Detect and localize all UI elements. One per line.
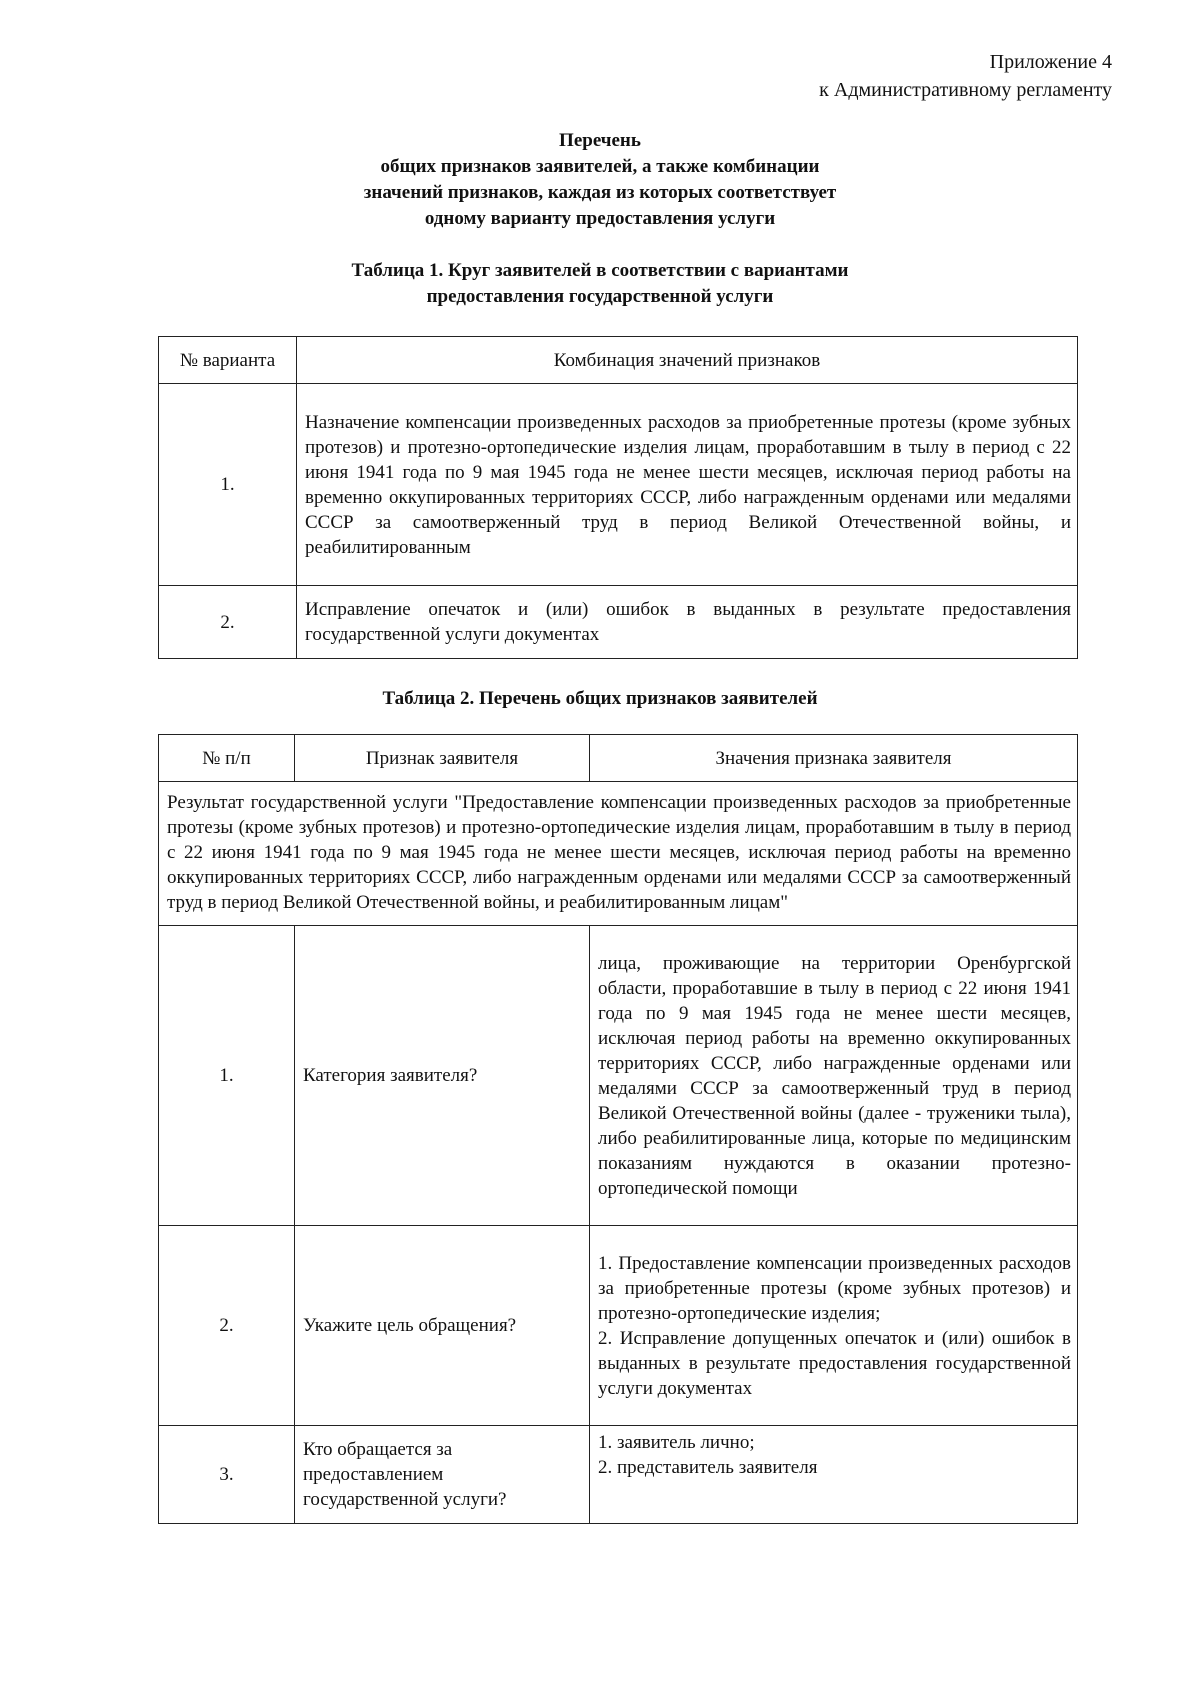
row-number: 1. [159, 926, 295, 1226]
attribute-value-option: 2. Исправление допущенных опечаток и (или) ошибок в выданных в результате предоставления государственной услуги документах [598, 1327, 1071, 1399]
table-header-row [159, 735, 1078, 782]
table1-caption-line-1: Таблица 1. Круг заявителей в соответствии с вариантами [351, 260, 849, 281]
attribute-value-option: 2. представитель заявителя [598, 1457, 818, 1478]
header-variant-number: № варианта [159, 337, 297, 384]
appendix-line-2: к Административному регламенту [819, 79, 1112, 101]
row-number: 3. [159, 1426, 295, 1524]
table-header-row [159, 337, 1078, 384]
table-row [159, 586, 1078, 659]
result-row [159, 782, 1078, 926]
attributes-table [158, 734, 1078, 1524]
table1-caption [150, 258, 1050, 310]
header-combination: Комбинация значений признаков [297, 337, 1078, 384]
header-number: № п/п [159, 735, 295, 782]
attribute-values [590, 1426, 1078, 1524]
title-line-2: общих признаков заявителей, а также комбинации [380, 156, 820, 177]
attribute-name: Категория заявителя? [295, 926, 590, 1226]
header-attribute-values: Значения признака заявителя [590, 735, 1078, 782]
title-line-3: значений признаков, каждая из которых соответствует [363, 182, 837, 203]
appendix-line-1: Приложение 4 [989, 51, 1112, 73]
variants-table [158, 336, 1078, 659]
attribute-value-option: 1. заявитель лично; [598, 1432, 755, 1453]
appendix-note [819, 48, 1112, 104]
variant-number: 1. [159, 384, 297, 586]
table-row [159, 384, 1078, 586]
attribute-name: Укажите цель обращения? [295, 1226, 590, 1426]
table-row [159, 1226, 1078, 1426]
table-row [159, 1426, 1078, 1524]
document-title [150, 128, 1050, 232]
row-number: 2. [159, 1226, 295, 1426]
table2-caption [150, 686, 1050, 712]
attribute-name: Кто обращается за предоставлением государственной услуги? [295, 1426, 590, 1524]
header-attribute: Признак заявителя [295, 735, 590, 782]
attribute-values [590, 1226, 1078, 1426]
attribute-values: лица, проживающие на территории Оренбургской области, проработавшие в тылу в период с 22 июня 1941 года по 9 мая 1945 года не менее шести месяцев, исключая период работы на временно оккупированных территориях СССР, либо награжденные орденами или медалями СССР за самоотверженный труд в период Великой Отечественной войны (далее - труженики тыла), либо реабилитированные лица, которые по медицинским показаниям нуждаются в оказании протезно-ортопедической помощи [590, 926, 1078, 1226]
table1-caption-line-2: предоставления государственной услуги [426, 286, 774, 307]
variant-description: Исправление опечаток и (или) ошибок в выданных в результате предоставления государственной услуги документах [297, 586, 1078, 659]
title-line-1: Перечень [559, 130, 641, 151]
variant-number: 2. [159, 586, 297, 659]
title-line-4: одному варианту предоставления услуги [424, 208, 776, 229]
attribute-value-option: 1. Предоставление компенсации произведенных расходов за приобретенные протезы (кроме зубных протезов) и протезно-ортопедические изделия; [598, 1252, 1071, 1324]
variant-description: Назначение компенсации произведенных расходов за приобретенные протезы (кроме зубных протезов) и протезно-ортопедические изделия лицам, проработавшим в тылу в период с 22 июня 1941 года по 9 мая 1945 года не менее шести месяцев, исключая период работы на временно оккупированных территориях СССР, либо награжденным орденами или медалями СССР за самоотверженный труд в период Великой Отечественной войны, и реабилитированным [297, 384, 1078, 586]
table-row [159, 926, 1078, 1226]
table2-caption-line: Таблица 2. Перечень общих признаков заявителей [382, 688, 818, 709]
service-result-text: Результат государственной услуги "Предоставление компенсации произведенных расходов за приобретенные протезы (кроме зубных протезов) и протезно-ортопедические изделия лицам, проработавшим в тылу в период с 22 июня 1941 года по 9 мая 1945 года не менее шести месяцев, исключая период работы на временно оккупированных территориях СССР, либо награжденным орденами или медалями СССР за самоотверженный труд в период Великой Отечественной войны, и реабилитированным лицам" [159, 782, 1078, 926]
